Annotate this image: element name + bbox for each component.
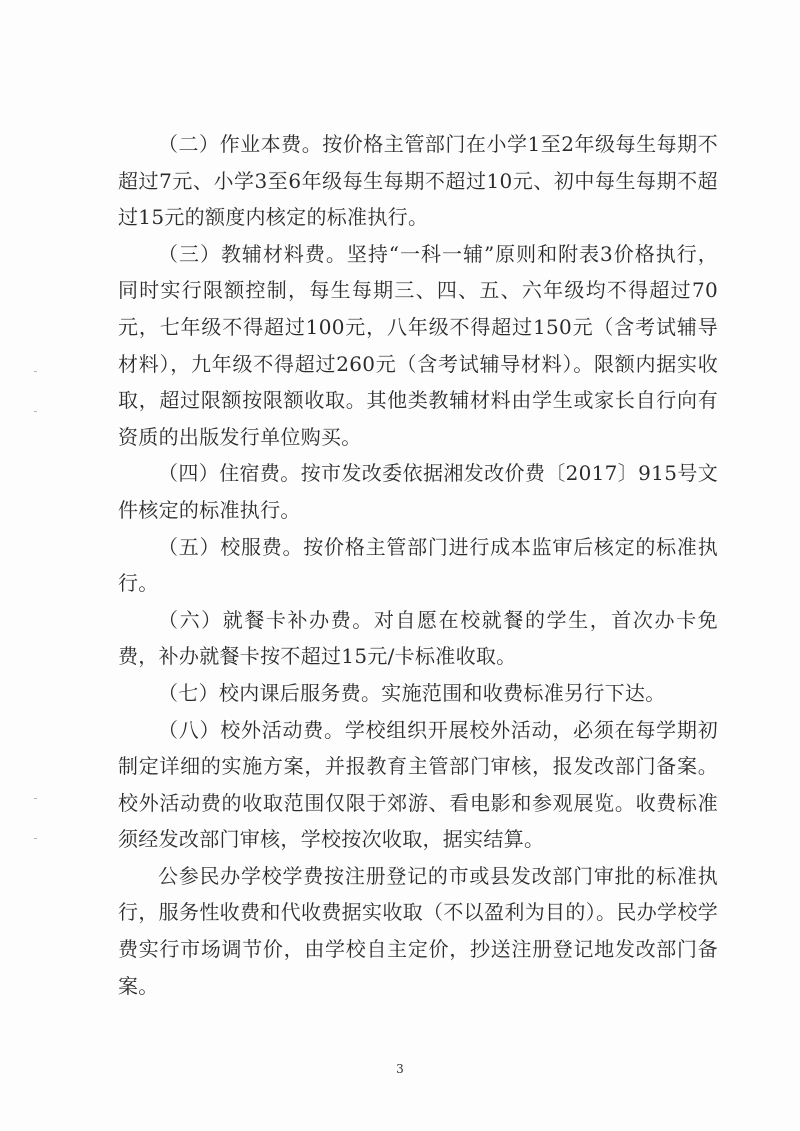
scan-margin-mark — [34, 838, 37, 839]
paragraph-outdoor-activity-fee: （八）校外活动费。学校组织开展校外活动，必须在每学期初制定详细的实施方案，并报教育主管部门审核，报发改部门备案。校外活动费的收取范围仅限于郊游、看电影和参观展览。收费标准须经发改部门审核，学校按次收取，据实结算。 — [118, 717, 718, 852]
paragraph-teaching-materials-fee: （三）教辅材料费。坚持“一科一辅”原则和附表3价格执行，同时实行限额控制，每生每期三、四、五、六年级均不得超过70元，七年级不得超过100元，八年级不得超过150元（含考试辅导材料），九年级不得超过260元（含考试辅导材料）。限额内据实收取，超过限额按限额收取。其他类教辅材料由学生或家长自行向有资质的出版发行单位购买。 — [118, 241, 718, 449]
paragraph-private-school-fee: 公参民办学校学费按注册登记的市或县发改部门审批的标准执行，服务性收费和代收费据实收取（不以盈利为目的）。民办学校学费实行市场调节价，由学校自主定价，抄送注册登记地发改部门备案。 — [118, 863, 718, 998]
scan-margin-mark — [34, 371, 37, 372]
paragraph-meal-card-fee: （六）就餐卡补办费。对自愿在校就餐的学生，首次办卡免费，补办就餐卡按不超过15元/卡标准收取。 — [118, 607, 718, 669]
paragraph-uniform-fee: （五）校服费。按价格主管部门进行成本监审后核定的标准执行。 — [118, 534, 718, 596]
paragraph-workbook-fee: （二）作业本费。按价格主管部门在小学1至2年级每生每期不超过7元、小学3至6年级每生每期不超过10元、初中每生每期不超过15元的额度内核定的标准执行。 — [118, 132, 718, 230]
paragraph-after-school-service-fee: （七）校内课后服务费。实施范围和收费标准另行下达。 — [158, 680, 666, 705]
scan-margin-mark — [34, 798, 37, 799]
scan-margin-mark — [34, 411, 37, 412]
paragraph-accommodation-fee: （四）住宿费。按市发改委依据湘发改价费〔2017〕915号文件核定的标准执行。 — [118, 461, 718, 522]
page-number: 3 — [396, 1062, 404, 1076]
document-body — [118, 126, 718, 1004]
